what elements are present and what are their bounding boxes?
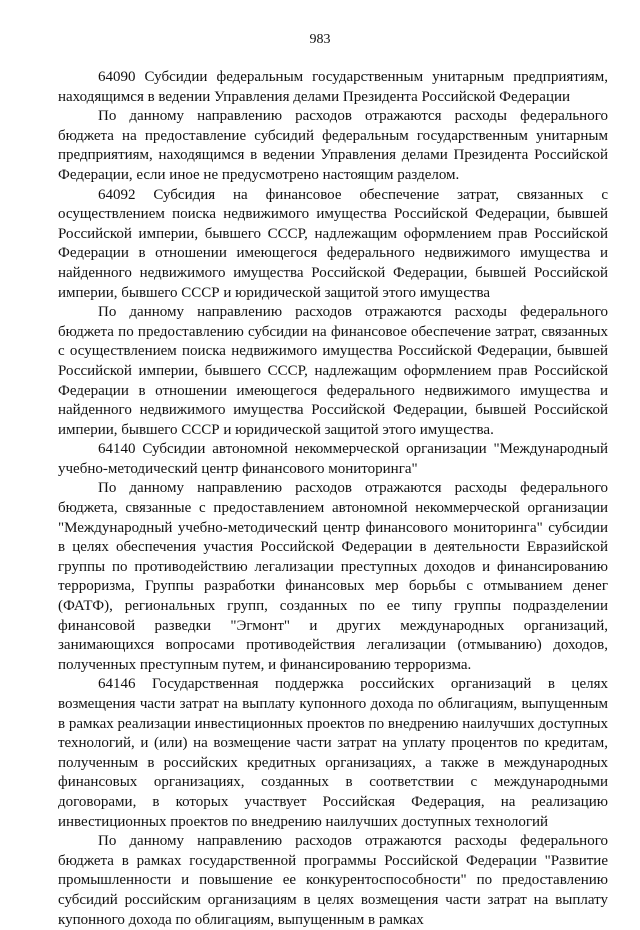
paragraph-64146-heading: 64146 Государственная поддержка российских организаций в целях возмещения части затрат на выплату купонного дохода по облигациям, выпущенным в рамках реализации инвестиционных проектов по внедрению наилучших доступных технологий, и (или) на возмещение части затрат на уплату процентов по кредитам, полученным в российских кредитных организациях, а также в международных финансовых организациях, созданных в соответствии с международными договорами, в которых участвует Российская Федерация, на реализацию инвестиционных проектов по внедрению наилучших доступных технологий [58, 676, 608, 830]
paragraph-64140-description: По данному направлению расходов отражаются расходы федерального бюджета, связанные с предоставлением автономной некоммерческой организации "Международный учебно-методический центр финансового мониторинга" субсидии в целях обеспечения участия Российской Федерации в деятельности Евразийской группы по противодействию легализации преступных доходов и финансированию терроризма, Группы разработки финансовых мер борьбы с отмыванием денег (ФАТФ), региональных групп, созданных по ее типу группы подразделении финансовой разведки "Эгмонт" и других международных организаций, занимающихся вопросами противодействия легализации (отмыванию) доходов, полученных преступным путем, и финансированию терроризма. [58, 480, 608, 673]
paragraph-64140-heading: 64140 Субсидии автономной некоммерческой организации "Международный учебно-методический центр финансового мониторинга" [58, 441, 608, 477]
paragraph-64146-description: По данному направлению расходов отражаются расходы федерального бюджета в рамках государственной программы Российской Федерации "Развитие промышленности и повышение ее конкурентоспособности" по предоставлению субсидий российским организациям в целях возмещения части затрат на выплату купонного дохода по облигациям, выпущенным в рамках [58, 833, 608, 928]
paragraph-64092-heading: 64092 Субсидия на финансовое обеспечение затрат, связанных с осуществлением поиска недвижимого имущества Российской Федерации, бывшей Российской империи, бывшего СССР, надлежащим оформлением прав Российской Федерации в отношении имеющегося федерального недвижимого имущества и найденного недвижимого имущества Российской Федерации, бывшей Российской империи, бывшего СССР и юридической защитой этого имущества [58, 186, 608, 301]
page-number: 983 [309, 32, 331, 47]
paragraph-64090-heading: 64090 Субсидии федеральным государственным унитарным предприятиям, находящимся в ведении Управления делами Президента Российской Федерации [58, 69, 608, 105]
paragraph-64092-description: По данному направлению расходов отражаются расходы федерального бюджета по предоставлению субсидии на финансовое обеспечение затрат, связанных с осуществлением поиска недвижимого имущества Российской Федерации, бывшей Российской империи, бывшего СССР, надлежащим оформлением прав Российской Федерации в отношении имеющегося федерального недвижимого имущества и найденного недвижимого имущества Российской Федерации, бывшей Российской империи, бывшего СССР и юридической защитой этого имущества. [58, 304, 608, 438]
paragraph-64090-description: По данному направлению расходов отражаются расходы федерального бюджета на предоставление субсидий федеральным государственным унитарным предприятиям, находящимся в ведении Управления делами Президента Российской Федерации, если иное не предусмотрено настоящим разделом. [58, 108, 608, 183]
document-body [58, 68, 608, 930]
